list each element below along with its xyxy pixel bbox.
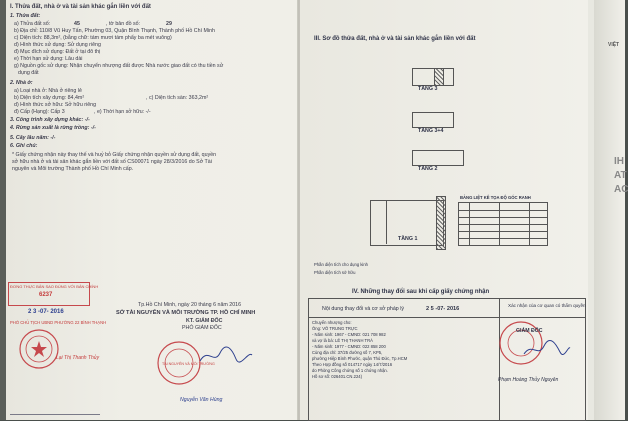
usage-form: d) Hình thức sử dụng: Sử dụng riêng [14,42,101,48]
coordinate-table [458,202,548,246]
director-label: GIÁM ĐỐC [516,328,543,334]
col-confirm-header: Xác nhận của cơ quan có thẩm quyền [508,303,586,308]
change-line-6: Cùng địa chỉ: 37/25 đường số 7, KP5, [312,350,383,355]
col-content-header: Nội dung thay đổi và cơ sở pháp lý [322,306,405,312]
house-build-area: b) Diện tích xây dựng: 84,4m² [14,95,85,101]
land-address: b) Địa chỉ: 110/8 Vũ Huy Tấn, Phường 03, Quận Bình Thạnh, Thành phố Hồ Chí Minh [14,28,215,34]
land-area: c) Diện tích: 88,3m², (bằng chữ: tám mươi tám phẩy ba mét vuông) [14,35,172,41]
coordinate-table-title: BẢNG LIỆT KÊ TỌA ĐỘ GÓC RANH [460,195,531,200]
house-subtitle: 2. Nhà ở: [10,80,33,86]
edge-text-mid: IH [614,156,624,167]
right-background-sheet [588,0,628,420]
deputy-chair-title: PHÓ CHỦ TỊCH UBND PHƯỜNG 22 BÌNH THẠNH [10,320,107,325]
left-signer-name: Lại Thị Thanh Thủy [56,355,100,361]
house-term: , e) Thời hạn sở hữu: -/- [94,109,151,115]
deputy-director-label: PHÓ GIÁM ĐỐC [182,325,222,331]
change-line-7: phường Hiệp Bình Phước, quận Thủ Đức, Tp.HCM [312,356,408,361]
place-date: Tp.Hồ Chí Minh, ngày 20 tháng 6 năm 2016 [138,302,242,308]
usage-origin-cont: dụng đất [18,70,39,76]
edge-text-3: AC [614,184,628,195]
change-line-3: - Năm sinh: 1967 - CMND: 021 708 982 [312,332,386,337]
floor-3-plan [412,68,454,86]
change-line-1: Chuyển nhượng cho: [312,320,352,325]
seal-lettering: TÀI NGUYÊN VÀ MÔI TRƯỜNG [162,362,215,366]
change-line-8: Theo Hợp đồng số 014717 ngày 14/7/2016 [312,362,393,367]
floor-label-3: TẦNG 3 [418,86,438,92]
section-5-trees: 5. Cây lâu năm: -/- [10,135,56,141]
change-line-2: Ông: VÕ TRUNG TRỰC [312,326,358,331]
house-floor-area: , c) Diện tích sàn: 363,2m² [146,95,209,101]
bottom-text-line [10,414,100,415]
edge-text-top: VIỆT [608,42,620,48]
certificate-right-page [300,0,588,420]
copy-certification-stamp [8,282,99,306]
house-grade: đ) Cấp (Hạng): Cấp 3 [14,109,65,115]
note-line-2: sở hữu nhà ở và tài sản khác gắn liền với đất số CS00071 ngày 28/3/2016 do Sở Tài [12,159,212,165]
floor-3-hatch [434,68,444,86]
land-subtitle: 1. Thửa đất: [10,13,41,19]
for-director-label: KT. GIÁM ĐỐC [186,318,223,324]
change-line-9: do Phòng Công chứng số 1 chứng nhận. [312,368,388,373]
section-3-title: III. Sơ đồ thửa đất, nhà ở và tài sản khác gắn liền với đất [314,36,476,42]
right-signer-name: Nguyễn Văn Hùng [180,397,223,403]
floor-label-3-4: TẦNG 3+4 [418,128,444,134]
section-3-other-works: 3. Công trình xây dựng khác: -/- [10,117,90,123]
house-type: a) Loại nhà ở: Nhà ở riêng lẻ [14,88,82,94]
director-signature-icon [196,345,256,367]
usage-purpose: đ) Mục đích sử dụng: Đất ở tại đô thị [14,49,101,55]
section-6-notes: 6. Ghi chú: [10,143,38,149]
stamp-date: 2 3 -07- 2016 [28,309,64,315]
edge-text-2: AT [614,170,627,181]
floor-1-hatch [436,196,446,250]
map-number: 29 [166,21,172,27]
change-line-4: và vợ là bà: LÊ THỊ THANH TRÀ [312,338,373,343]
floor-label-1: TẦNG 1 [398,236,418,242]
floor-3-4-plan [412,112,454,128]
certificate-left-page [6,0,298,420]
usage-origin: g) Nguồn gốc sử dụng: Nhận chuyển nhượng đất được Nhà nước giao đất có thu tiền sử [14,63,224,69]
director-signature-right-icon [522,340,572,360]
section-1-title: I. Thửa đất, nhà ở và tài sản khác gắn liền với đất [10,4,151,10]
ward-seal-icon [18,328,60,370]
stamp-header: ĐƠNG THỰC BẢN SAO ĐÚNG VỚI BẢN CHÍNH [10,284,99,289]
floor-2-plan [412,150,464,166]
floor-label-2: TẦNG 2 [418,166,438,172]
change-line-5: - Năm sinh: 1977 - CMND: 022 858 200 [312,344,386,349]
map-label: , tờ bản đồ số: [106,21,141,27]
legend-shared-area: Phần diện tích cho dụng kinh [314,262,369,267]
director-name: Phạm Hoàng Thủy Nguyên [498,377,559,383]
stamp-number: 6237 [39,292,53,298]
section-4-forest: 4. Rừng sản xuất là rừng trồng: -/- [10,125,96,131]
floor-1-divider [386,200,387,244]
house-own-form: d) Hình thức sở hữu: Sở hữu riêng [14,102,97,108]
change-date: 2 5 -07- 2016 [426,306,460,312]
note-line-3: nguyên và Môi trường Thành phố Hồ Chí Minh cấp. [12,166,134,172]
usage-term: e) Thời hạn sử dụng: Lâu dài [14,56,83,62]
note-line-1: * Giấy chứng nhận này thay thế và huỷ bỏ Giấy chứng nhận quyền sử dụng đất, quyền [12,152,217,158]
issuing-agency: SỞ TÀI NGUYÊN VÀ MÔI TRƯỜNG TP. HỒ CHÍ MINH [116,310,256,316]
lot-number: 45 [74,21,80,27]
lot-label: a) Thửa đất số: [14,21,51,27]
section-4-title: IV. Những thay đổi sau khi cấp giấy chứng nhận [352,289,490,295]
legend-owned-area: Phần diện tích sở hữu [314,270,356,275]
change-line-10: Hồ sơ số: 026401.CN.224) [312,374,362,379]
